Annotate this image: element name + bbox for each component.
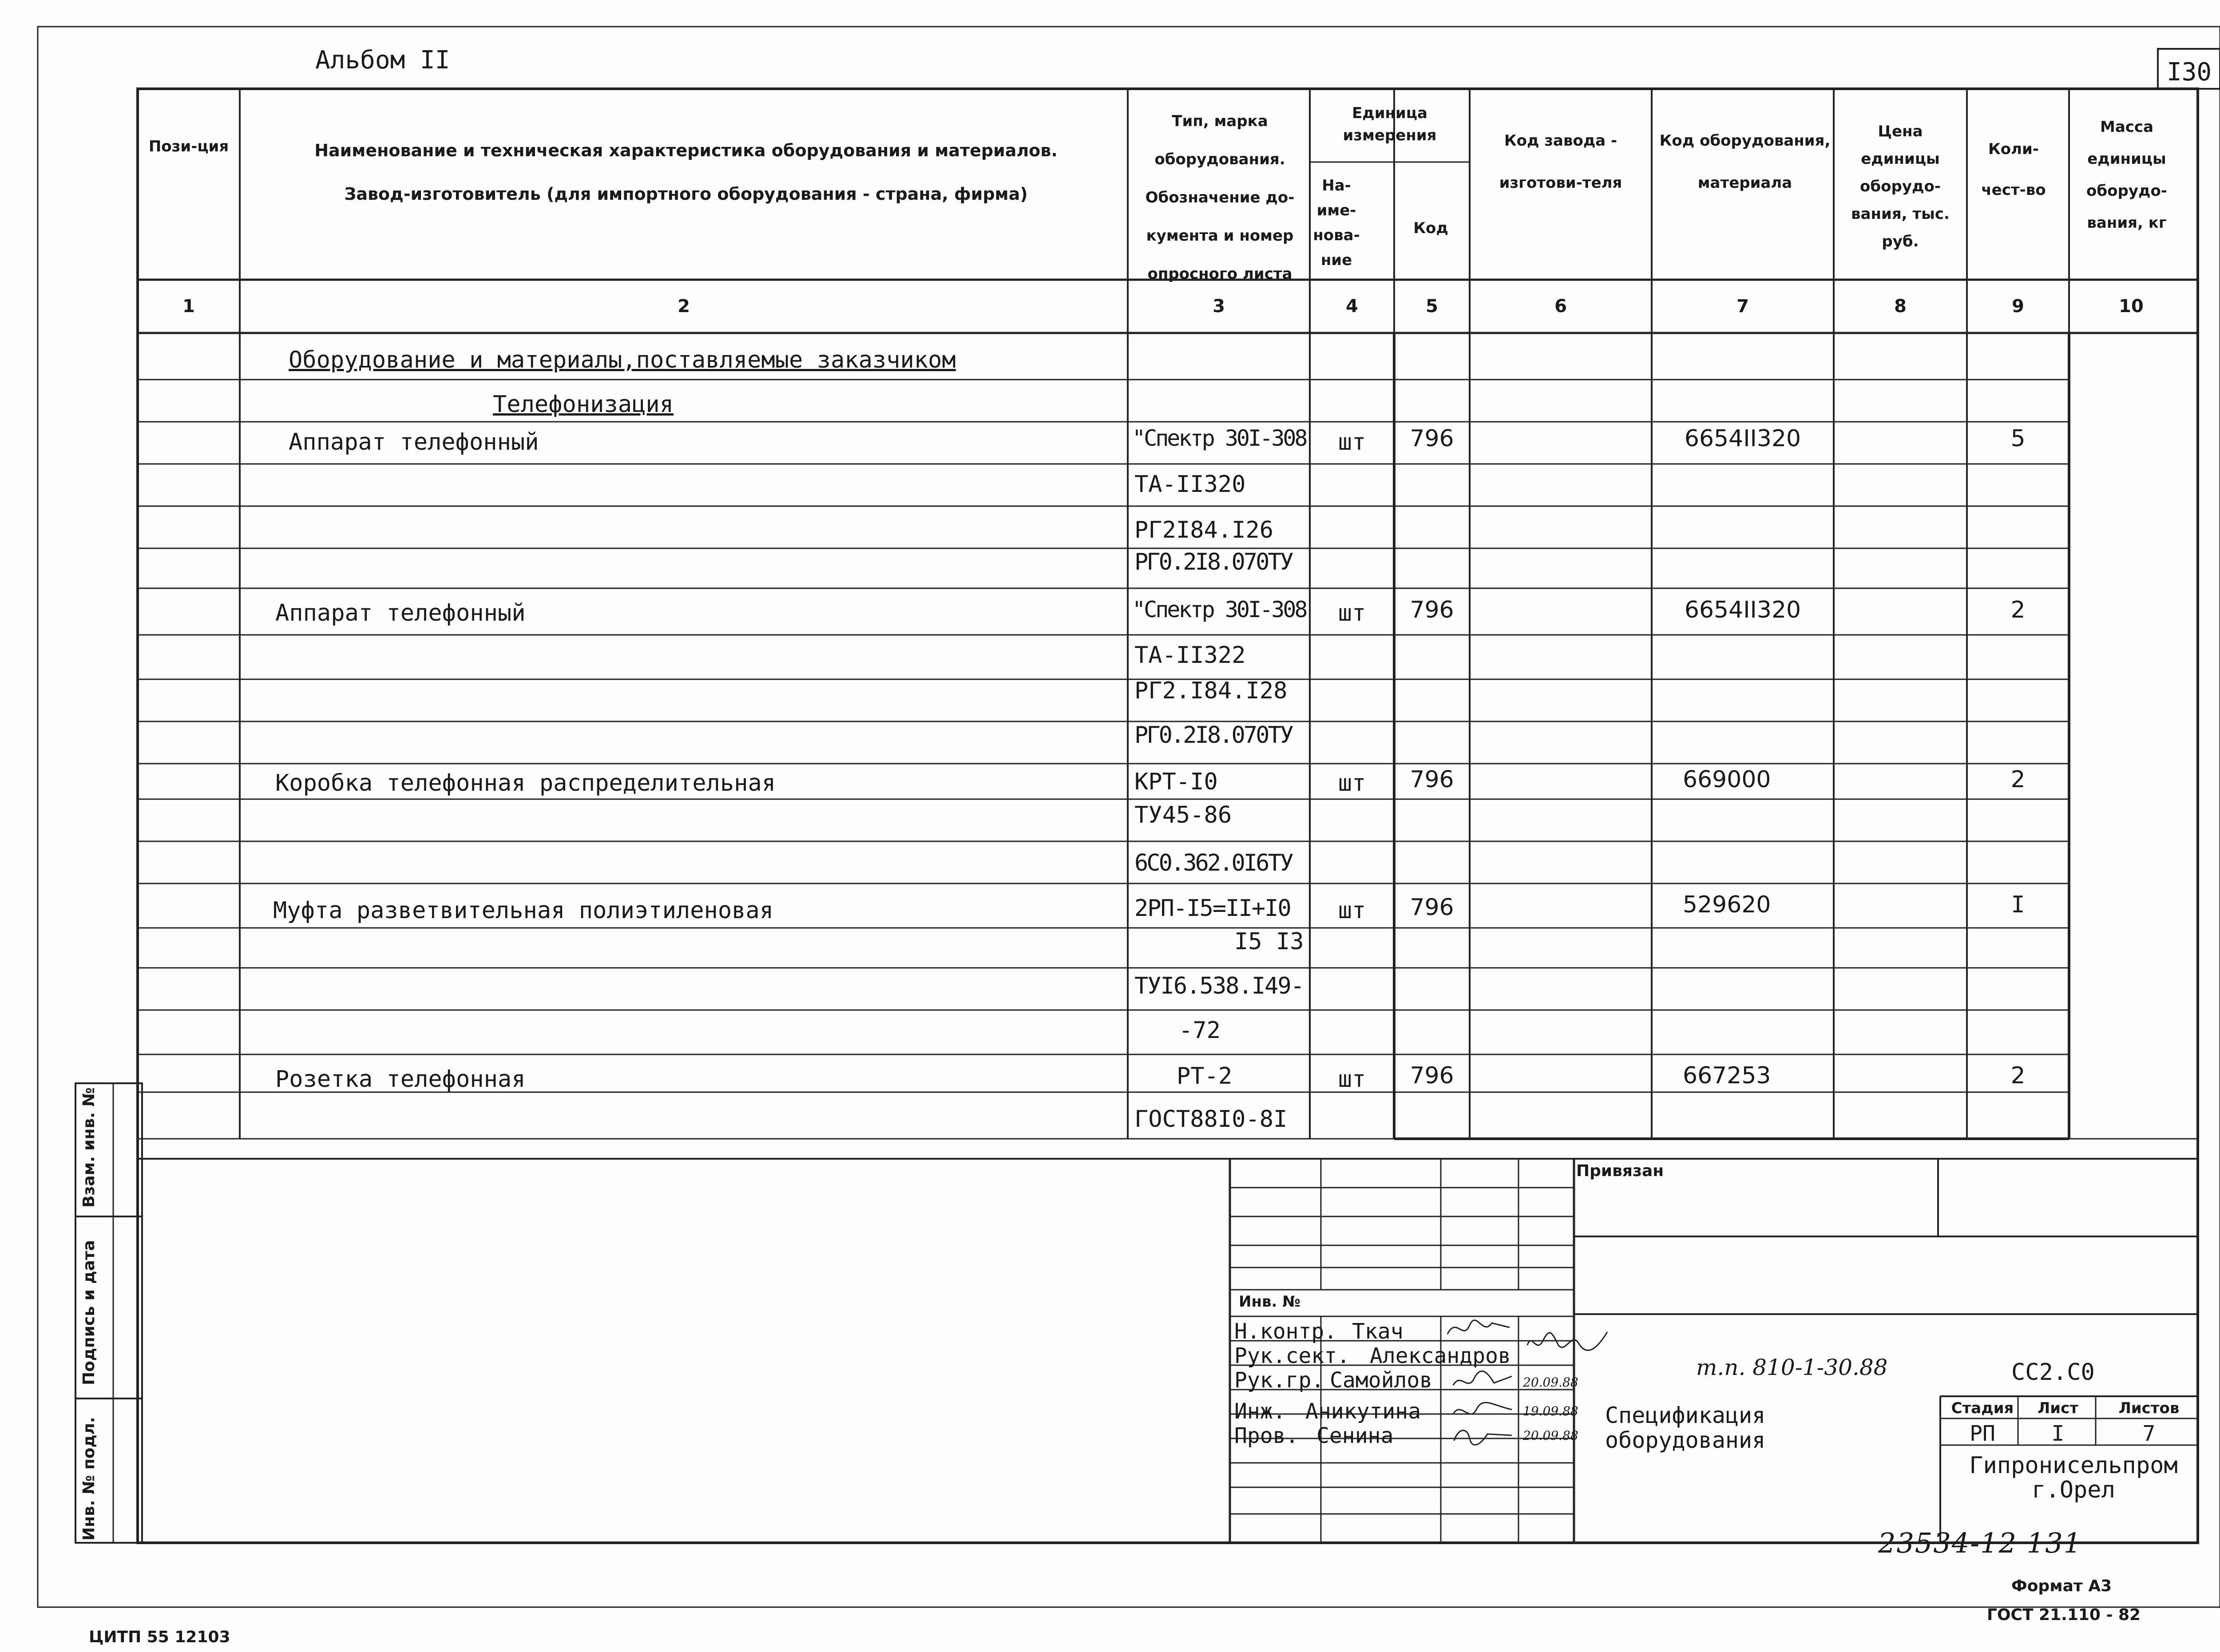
- role-label: Н.контр.: [1234, 1319, 1337, 1344]
- project-code: т.п. 810-1-30.88: [1696, 1355, 1888, 1380]
- role-name: Александров: [1370, 1343, 1511, 1368]
- item-name: Розетка телефонная: [275, 1066, 526, 1093]
- item-equip-code: 529620: [1683, 891, 1771, 918]
- item-type-line: РТ-2: [1177, 1063, 1233, 1089]
- item-type-line: -72: [1179, 1017, 1221, 1044]
- role-name: Аникутина: [1305, 1399, 1421, 1424]
- item-type-line: РГ2.I84.I28: [1134, 677, 1288, 704]
- col-num-6: 6: [1554, 296, 1567, 317]
- item-equip-code: 6654II320: [1684, 597, 1801, 623]
- item-unit: шт: [1338, 1066, 1366, 1093]
- item-type-line: "Спектр 30I-308: [1132, 597, 1306, 622]
- item-qty: 2: [2010, 766, 2026, 793]
- item-type-line: ТА-II320: [1134, 471, 1246, 498]
- item-type-line: РГ2I84.I26: [1134, 517, 1274, 543]
- doc-title: Спецификация оборудования: [1605, 1402, 1766, 1453]
- item-qty: I: [2011, 891, 2025, 918]
- item-name: Муфта разветвительная полиэтиленовая: [273, 897, 774, 924]
- item-unit-code: 796: [1410, 766, 1454, 793]
- col-header-position: Пози-ция: [148, 138, 229, 155]
- col-header-factory-code: Код завода - изготови-теля: [1499, 132, 1622, 192]
- col-header-qty: Коли-чест-во: [1981, 140, 2046, 199]
- item-type-line: ТУI6.538.I49-: [1134, 973, 1304, 999]
- signature-3: [1450, 1367, 1516, 1394]
- col-header-mass: Масса единицы оборудо-вания, кг: [2086, 118, 2167, 232]
- role-name: Ткач: [1352, 1319, 1403, 1344]
- col-header-equip-code: Код оборудования, материала: [1659, 132, 1831, 192]
- item-unit: шт: [1338, 429, 1366, 456]
- role-date: 20.09.88: [1523, 1375, 1578, 1390]
- format-label: Формат А3: [2011, 1577, 2112, 1595]
- subsection-title: Телефонизация: [493, 391, 674, 418]
- item-type-line: ТА-II322: [1134, 642, 1246, 669]
- inv-no-label: Инв. №: [1239, 1293, 1301, 1311]
- section-title: Оборудование и материалы,поставляемые заказчиком: [289, 347, 956, 373]
- item-equip-code: 667253: [1683, 1062, 1771, 1089]
- item-type-line: I5 I3: [1234, 928, 1304, 955]
- item-unit: шт: [1338, 770, 1366, 796]
- item-type-line: 2РП-I5=II+I0: [1134, 895, 1291, 922]
- item-unit: шт: [1338, 600, 1366, 626]
- sheet-value: I: [2051, 1421, 2065, 1446]
- sheets-label: Листов: [2118, 1399, 2180, 1417]
- sheets-value: 7: [2142, 1421, 2156, 1446]
- signature-5: [1450, 1423, 1516, 1450]
- col-num-10: 10: [2119, 296, 2144, 317]
- privyazan-label: Привязан: [1576, 1162, 1664, 1180]
- item-type-line: ТУ45-86: [1134, 802, 1232, 828]
- col-header-name: [249, 142, 1123, 202]
- item-unit-code: 796: [1410, 597, 1454, 623]
- org-city: г.Орел: [2032, 1477, 2115, 1503]
- col-header-unit-code: Код: [1413, 219, 1448, 237]
- col-num-9: 9: [2012, 296, 2024, 317]
- sheet-number: I30: [2167, 58, 2212, 87]
- item-type-line: 6С0.362.0I6ТУ: [1134, 850, 1292, 876]
- side-stamp-inv-podl: Инв. № подл.: [80, 1417, 98, 1541]
- col-num-2: 2: [678, 296, 690, 317]
- signature-2: [1523, 1327, 1612, 1363]
- item-equip-code: 669000: [1683, 766, 1771, 793]
- stage-label: Стадия: [1951, 1399, 2014, 1417]
- item-unit-code: 796: [1410, 1062, 1454, 1089]
- item-unit-code: 796: [1410, 894, 1454, 921]
- role-label: Инж.: [1234, 1399, 1286, 1424]
- col-num-7: 7: [1736, 296, 1749, 317]
- role-date: 19.09.88: [1523, 1404, 1578, 1418]
- item-type-line: ГОСТ88I0-8I: [1134, 1106, 1288, 1133]
- col-num-4: 4: [1346, 296, 1358, 317]
- gost-label: ГОСТ 21.110 - 82: [1987, 1606, 2141, 1624]
- role-date: 20.09.88: [1523, 1428, 1578, 1443]
- col-num-3: 3: [1213, 296, 1225, 317]
- role-name: Сенина: [1316, 1423, 1394, 1448]
- doc-code: СС2.С0: [2011, 1359, 2095, 1386]
- handwritten-number: 23534-12 131: [1878, 1527, 2082, 1559]
- side-stamp-podpis-data: Подпись и дата: [80, 1240, 98, 1385]
- signature-4: [1450, 1398, 1516, 1425]
- item-qty: 2: [2010, 597, 2026, 623]
- item-type-line: КРТ-I0: [1134, 769, 1218, 795]
- sheet-label: Лист: [2038, 1399, 2078, 1417]
- col-header-price: Цена единицы оборудо-вания, тыс. руб.: [1851, 123, 1950, 250]
- item-qty: 2: [2010, 1062, 2026, 1089]
- col-num-5: 5: [1426, 296, 1438, 317]
- item-name: Коробка телефонная распределительная: [275, 770, 776, 796]
- item-unit-code: 796: [1410, 425, 1454, 452]
- item-name: Аппарат телефонный: [289, 429, 539, 456]
- item-type-line: "Спектр 30I-308: [1132, 425, 1306, 451]
- col-header-name-title: Наименование и техническая характеристика оборудования и материалов.: [314, 141, 1058, 160]
- item-name: Аппарат телефонный: [275, 600, 526, 626]
- role-label: Пров.: [1234, 1423, 1299, 1448]
- stage-value: РП: [1970, 1421, 1995, 1446]
- role-label: Рук.сект.: [1234, 1343, 1350, 1368]
- item-type-line: РГ0.2I8.070ТУ: [1134, 549, 1292, 575]
- col-header-type: Тип, марка оборудования. Обозначение до-кумента и номер опросного листа: [1145, 112, 1295, 283]
- printer-code: ЦИТП 55 12103: [89, 1628, 230, 1646]
- col-num-1: 1: [182, 296, 195, 317]
- col-header-unit-name: На-име-нова-ние: [1313, 177, 1360, 269]
- role-name: Самойлов: [1330, 1368, 1433, 1393]
- item-unit: шт: [1338, 897, 1366, 924]
- org-name: Гипронисельпром: [1969, 1452, 2178, 1479]
- album-label: Альбом II: [315, 46, 450, 75]
- item-equip-code: 6654II320: [1684, 425, 1801, 452]
- item-qty: 5: [2010, 425, 2026, 452]
- col-header-unit-group: Единица измерения: [1343, 104, 1437, 144]
- col-num-8: 8: [1894, 296, 1907, 317]
- col-header-name-subtitle: Завод-изготовитель (для импортного оборудования - страна, фирма): [344, 184, 1028, 204]
- role-label: Рук.гр.: [1234, 1368, 1324, 1393]
- item-type-line: РГ0.2I8.070ТУ: [1134, 722, 1292, 749]
- side-stamp-vzam-inv: Взам. инв. №: [80, 1087, 98, 1208]
- signature-1: [1443, 1314, 1518, 1345]
- frame-rect: [38, 27, 2220, 1607]
